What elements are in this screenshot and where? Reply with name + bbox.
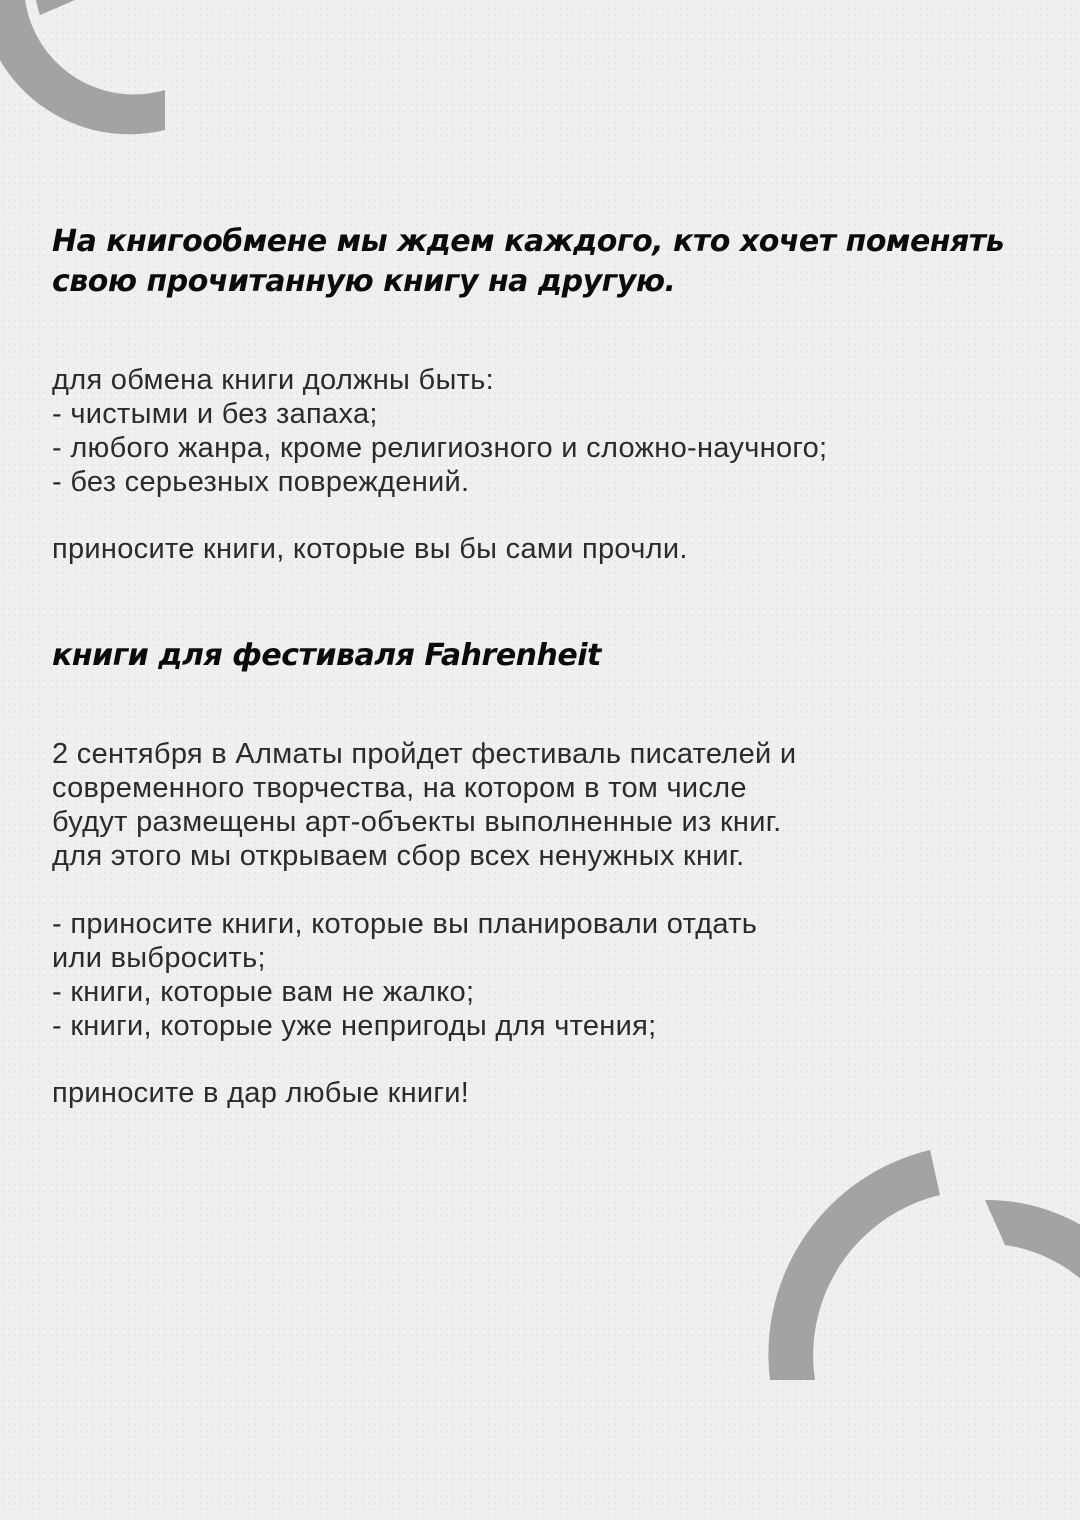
exchange-condition-damage: - без серьезных повреждений. xyxy=(52,466,470,498)
festival-list-line-4: - книги, которые уже непригоды для чтения; xyxy=(52,1010,657,1042)
festival-list-line-3: - книги, которые вам не жалко; xyxy=(52,976,475,1008)
exchange-closing: приносите книги, которые вы бы сами прочли. xyxy=(52,533,688,565)
festival-heading: книги для фестиваля Fahrenheit xyxy=(52,638,601,673)
festival-intro-line-4: для этого мы открываем сбор всех ненужных книг. xyxy=(52,840,745,872)
main-heading: На книгообмене мы ждем каждого, кто хочет поменять свою прочитанную книгу на другую. xyxy=(52,224,1005,299)
decorative-ring-bottom xyxy=(750,1080,1080,1520)
festival-closing: приносите в дар любые книги! xyxy=(52,1077,470,1109)
festival-intro-line-2: современного творчества, на котором в том числе xyxy=(52,772,747,804)
festival-intro-line-1: 2 сентября в Алматы пройдет фестиваль писателей и xyxy=(52,738,797,770)
decorative-ring-top xyxy=(0,0,300,160)
exchange-intro: для обмена книги должны быть: xyxy=(52,364,494,396)
festival-intro-line-3: будут размещены арт-объекты выполненные из книг. xyxy=(52,806,782,838)
festival-list-line-2: или выбросить; xyxy=(52,942,266,974)
festival-list-line-1: - приносите книги, которые вы планировали отдать xyxy=(52,908,758,940)
exchange-condition-genre: - любого жанра, кроме религиозного и сложно-научного; xyxy=(52,432,828,464)
exchange-condition-clean: - чистыми и без запаха; xyxy=(52,398,378,430)
